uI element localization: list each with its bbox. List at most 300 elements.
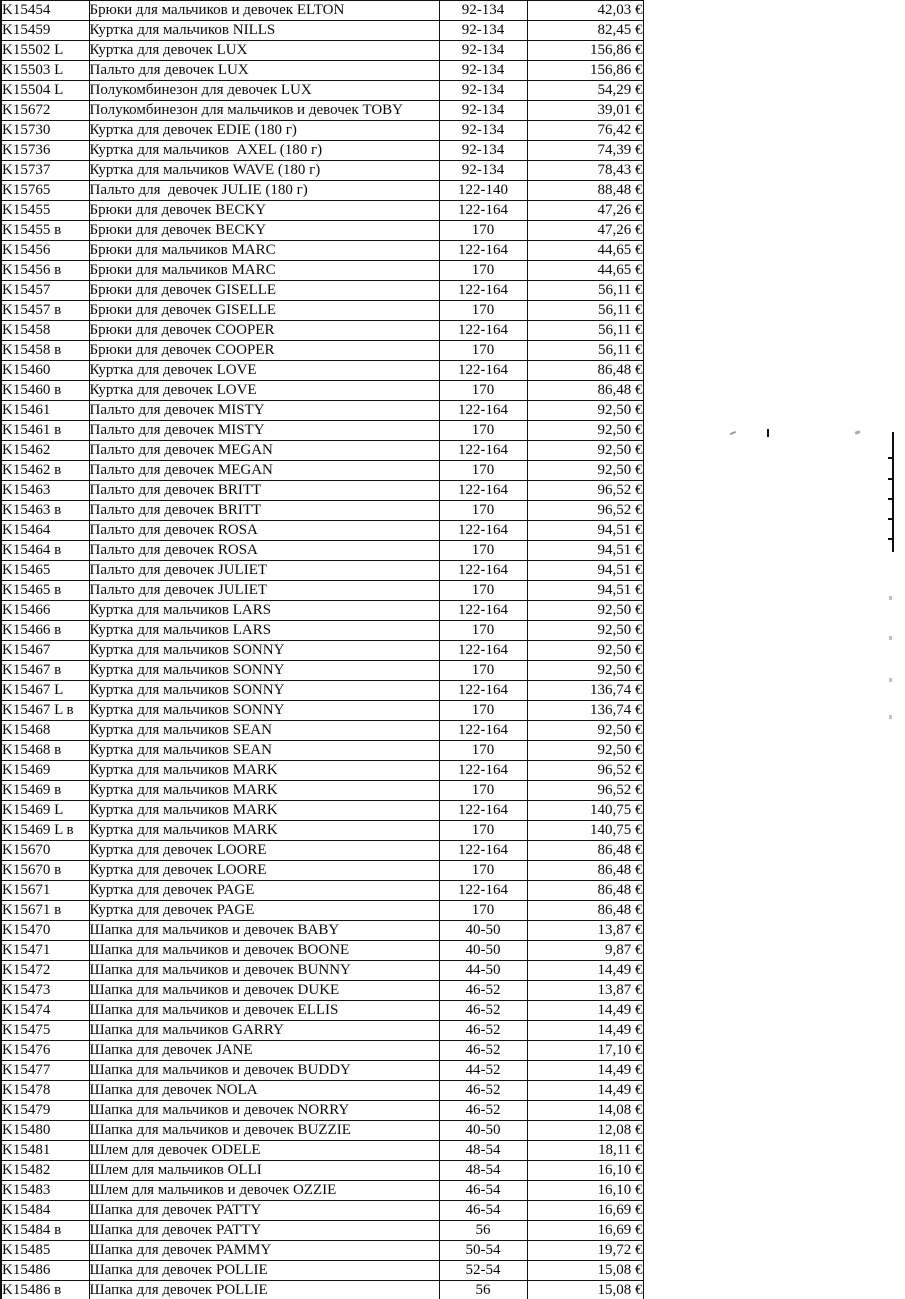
table-row xyxy=(1,381,643,401)
table-cell-size: 170 xyxy=(439,661,527,681)
table-cell-price: 136,74 € xyxy=(527,681,643,701)
table-cell-description: Куртка для мальчиков SONNY xyxy=(89,641,439,661)
scan-edge-tick xyxy=(888,457,893,459)
table-cell-price: 44,65 € xyxy=(527,241,643,261)
table-cell-price: 96,52 € xyxy=(527,761,643,781)
table-cell-size: 92-134 xyxy=(439,1,527,21)
table-row xyxy=(1,1241,643,1261)
scan-faint-dash xyxy=(889,678,892,682)
table-cell-description: Куртка для девочек PAGE xyxy=(89,901,439,921)
table-cell-size: 122-140 xyxy=(439,181,527,201)
table-cell-code: K15460 в xyxy=(1,381,89,401)
table-cell-code: K15460 xyxy=(1,361,89,381)
table-row xyxy=(1,921,643,941)
table-cell-description: Куртка для мальчиков NILLS xyxy=(89,21,439,41)
table-cell-description: Шапка для девочек NOLA xyxy=(89,1081,439,1101)
table-row xyxy=(1,581,643,601)
table-cell-price: 86,48 € xyxy=(527,381,643,401)
table-cell-code: K15458 в xyxy=(1,341,89,361)
scan-edge-tick xyxy=(888,518,893,520)
table-cell-size: 122-164 xyxy=(439,641,527,661)
table-cell-code: K15469 в xyxy=(1,781,89,801)
table-row xyxy=(1,661,643,681)
table-cell-price: 94,51 € xyxy=(527,581,643,601)
scan-faint-dash xyxy=(889,715,892,719)
scan-table-edge-line xyxy=(892,432,894,552)
table-row xyxy=(1,761,643,781)
table-row xyxy=(1,281,643,301)
table-cell-description: Куртка для мальчиков MARK xyxy=(89,801,439,821)
table-cell-code: K15482 xyxy=(1,1161,89,1181)
table-row xyxy=(1,701,643,721)
table-cell-code: K15737 xyxy=(1,161,89,181)
table-row xyxy=(1,321,643,341)
table-cell-description: Шапка для мальчиков и девочек ELLIS xyxy=(89,1001,439,1021)
table-cell-price: 92,50 € xyxy=(527,441,643,461)
table-cell-price: 56,11 € xyxy=(527,281,643,301)
scan-edge-tick xyxy=(888,498,893,500)
table-cell-description: Полукомбинезон для девочек LUX xyxy=(89,81,439,101)
table-cell-price: 15,08 € xyxy=(527,1281,643,1299)
table-cell-code: K15464 в xyxy=(1,541,89,561)
table-row xyxy=(1,841,643,861)
table-cell-description: Куртка для мальчиков MARK xyxy=(89,821,439,841)
table-cell-price: 92,50 € xyxy=(527,461,643,481)
table-cell-price: 156,86 € xyxy=(527,41,643,61)
table-cell-size: 122-164 xyxy=(439,561,527,581)
table-cell-description: Шапка для мальчиков и девочек BUDDY xyxy=(89,1061,439,1081)
table-cell-price: 16,69 € xyxy=(527,1201,643,1221)
table-cell-size: 122-164 xyxy=(439,441,527,461)
table-row xyxy=(1,861,643,881)
table-cell-code: K15457 в xyxy=(1,301,89,321)
table-cell-price: 74,39 € xyxy=(527,141,643,161)
table-row xyxy=(1,561,643,581)
table-cell-code: K15479 xyxy=(1,1101,89,1121)
table-row xyxy=(1,141,643,161)
table-row xyxy=(1,421,643,441)
table-row xyxy=(1,1101,643,1121)
table-cell-code: K15472 xyxy=(1,961,89,981)
table-cell-code: K15468 в xyxy=(1,741,89,761)
table-cell-code: K15486 в xyxy=(1,1281,89,1299)
table-cell-size: 40-50 xyxy=(439,941,527,961)
scan-faint-dash xyxy=(889,596,892,600)
table-cell-description: Пальто для девочек MISTY xyxy=(89,421,439,441)
table-cell-size: 170 xyxy=(439,461,527,481)
table-cell-description: Брюки для девочек COOPER xyxy=(89,321,439,341)
table-row xyxy=(1,301,643,321)
table-cell-price: 96,52 € xyxy=(527,501,643,521)
table-cell-description: Шапка для мальчиков и девочек BUNNY xyxy=(89,961,439,981)
scan-edge-tick xyxy=(888,538,893,540)
table-cell-price: 17,10 € xyxy=(527,1041,643,1061)
table-cell-description: Брюки для девочек GISELLE xyxy=(89,301,439,321)
table-cell-price: 56,11 € xyxy=(527,321,643,341)
table-cell-size: 122-164 xyxy=(439,201,527,221)
table-cell-size: 56 xyxy=(439,1221,527,1241)
table-cell-description: Шапка для мальчиков и девочек BUZZIE xyxy=(89,1121,439,1141)
table-cell-price: 94,51 € xyxy=(527,541,643,561)
table-cell-code: K15469 xyxy=(1,761,89,781)
table-cell-description: Пальто для девочек JULIET xyxy=(89,581,439,601)
table-cell-description: Куртка для девочек PAGE xyxy=(89,881,439,901)
table-cell-size: 92-134 xyxy=(439,41,527,61)
table-cell-description: Шлем для девочек ODELE xyxy=(89,1141,439,1161)
table-cell-size: 40-50 xyxy=(439,921,527,941)
table-cell-size: 170 xyxy=(439,341,527,361)
table-cell-description: Брюки для мальчиков и девочек ELTON xyxy=(89,1,439,21)
table-cell-description: Брюки для девочек COOPER xyxy=(89,341,439,361)
table-cell-size: 170 xyxy=(439,221,527,241)
table-cell-price: 54,29 € xyxy=(527,81,643,101)
table-row xyxy=(1,821,643,841)
table-row xyxy=(1,541,643,561)
table-cell-code: K15736 xyxy=(1,141,89,161)
table-cell-code: K15469 L в xyxy=(1,821,89,841)
table-cell-size: 170 xyxy=(439,901,527,921)
table-row xyxy=(1,341,643,361)
table-cell-price: 136,74 € xyxy=(527,701,643,721)
table-cell-code: K15467 L в xyxy=(1,701,89,721)
table-cell-code: K15670 в xyxy=(1,861,89,881)
table-cell-size: 170 xyxy=(439,301,527,321)
table-cell-code: K15455 в xyxy=(1,221,89,241)
table-cell-code: K15503 L xyxy=(1,61,89,81)
table-row xyxy=(1,181,643,201)
table-cell-price: 96,52 € xyxy=(527,781,643,801)
table-cell-price: 13,87 € xyxy=(527,981,643,1001)
table-cell-code: K15455 xyxy=(1,201,89,221)
table-cell-code: K15461 xyxy=(1,401,89,421)
table-cell-code: K15462 в xyxy=(1,461,89,481)
table-cell-code: K15730 xyxy=(1,121,89,141)
table-cell-description: Шапка для мальчиков GARRY xyxy=(89,1021,439,1041)
table-row xyxy=(1,1021,643,1041)
table-cell-code: K15456 xyxy=(1,241,89,261)
table-cell-code: K15504 L xyxy=(1,81,89,101)
table-cell-price: 86,48 € xyxy=(527,841,643,861)
table-cell-size: 122-164 xyxy=(439,521,527,541)
table-row xyxy=(1,1001,643,1021)
table-cell-price: 18,11 € xyxy=(527,1141,643,1161)
table-cell-size: 170 xyxy=(439,701,527,721)
table-row xyxy=(1,61,643,81)
table-cell-price: 14,49 € xyxy=(527,1021,643,1041)
table-cell-description: Куртка для мальчиков SONNY xyxy=(89,701,439,721)
table-cell-size: 122-164 xyxy=(439,721,527,741)
table-cell-price: 92,50 € xyxy=(527,601,643,621)
table-cell-code: K15466 в xyxy=(1,621,89,641)
table-cell-code: K15473 xyxy=(1,981,89,1001)
table-cell-code: K15466 xyxy=(1,601,89,621)
table-cell-price: 47,26 € xyxy=(527,201,643,221)
table-cell-price: 92,50 € xyxy=(527,661,643,681)
table-cell-description: Шапка для девочек JANE xyxy=(89,1041,439,1061)
table-cell-size: 170 xyxy=(439,541,527,561)
table-cell-description: Брюки для девочек BECKY xyxy=(89,201,439,221)
table-cell-code: K15467 L xyxy=(1,681,89,701)
table-row xyxy=(1,221,643,241)
table-row xyxy=(1,1141,643,1161)
table-cell-description: Пальто для девочек ROSA xyxy=(89,521,439,541)
table-cell-size: 46-52 xyxy=(439,1021,527,1041)
table-cell-size: 46-52 xyxy=(439,1081,527,1101)
table-row xyxy=(1,501,643,521)
table-cell-size: 122-164 xyxy=(439,241,527,261)
table-cell-code: K15480 xyxy=(1,1121,89,1141)
table-row xyxy=(1,101,643,121)
table-cell-description: Брюки для девочек BECKY xyxy=(89,221,439,241)
table-row xyxy=(1,681,643,701)
table-row xyxy=(1,1,643,21)
table-row xyxy=(1,461,643,481)
table-cell-size: 92-134 xyxy=(439,141,527,161)
table-row xyxy=(1,641,643,661)
table-cell-size: 170 xyxy=(439,381,527,401)
table-row xyxy=(1,1201,643,1221)
table-cell-size: 122-164 xyxy=(439,601,527,621)
table-row xyxy=(1,741,643,761)
table-cell-size: 48-54 xyxy=(439,1161,527,1181)
table-cell-code: K15469 L xyxy=(1,801,89,821)
table-cell-description: Шапка для мальчиков и девочек BABY xyxy=(89,921,439,941)
scan-smudge-mark xyxy=(730,431,736,435)
table-cell-description: Куртка для мальчиков MARK xyxy=(89,761,439,781)
table-row xyxy=(1,21,643,41)
table-cell-description: Куртка для девочек LOVE xyxy=(89,361,439,381)
table-cell-size: 44-52 xyxy=(439,1061,527,1081)
table-cell-size: 170 xyxy=(439,581,527,601)
table-cell-code: K15468 xyxy=(1,721,89,741)
table-cell-size: 122-164 xyxy=(439,321,527,341)
table-cell-description: Шапка для мальчиков и девочек NORRY xyxy=(89,1101,439,1121)
table-cell-code: K15483 xyxy=(1,1181,89,1201)
table-cell-code: K15484 xyxy=(1,1201,89,1221)
table-cell-description: Куртка для девочек LOVE xyxy=(89,381,439,401)
table-cell-description: Шапка для девочек POLLIE xyxy=(89,1261,439,1281)
table-cell-description: Куртка для мальчиков LARS xyxy=(89,601,439,621)
table-cell-price: 16,69 € xyxy=(527,1221,643,1241)
price-table-body xyxy=(1,1,643,1299)
table-cell-description: Пальто для девочек BRITT xyxy=(89,501,439,521)
table-cell-description: Шапка для девочек PAMMY xyxy=(89,1241,439,1261)
table-cell-size: 46-54 xyxy=(439,1201,527,1221)
table-cell-code: K15478 xyxy=(1,1081,89,1101)
table-cell-price: 14,49 € xyxy=(527,1081,643,1101)
table-row xyxy=(1,441,643,461)
table-cell-code: K15502 L xyxy=(1,41,89,61)
table-cell-description: Пальто для девочек JULIE (180 г) xyxy=(89,181,439,201)
table-cell-size: 170 xyxy=(439,621,527,641)
table-cell-price: 14,49 € xyxy=(527,1001,643,1021)
table-cell-description: Пальто для девочек ROSA xyxy=(89,541,439,561)
table-cell-price: 39,01 € xyxy=(527,101,643,121)
table-cell-price: 19,72 € xyxy=(527,1241,643,1261)
table-cell-description: Куртка для мальчиков LARS xyxy=(89,621,439,641)
table-row xyxy=(1,801,643,821)
table-row xyxy=(1,1261,643,1281)
table-cell-code: K15467 xyxy=(1,641,89,661)
table-cell-code: K15485 xyxy=(1,1241,89,1261)
table-cell-code: K15465 в xyxy=(1,581,89,601)
table-cell-price: 16,10 € xyxy=(527,1181,643,1201)
table-row xyxy=(1,1181,643,1201)
table-cell-price: 86,48 € xyxy=(527,361,643,381)
table-cell-code: K15475 xyxy=(1,1021,89,1041)
table-cell-description: Брюки для мальчиков MARC xyxy=(89,241,439,261)
table-cell-size: 44-50 xyxy=(439,961,527,981)
table-cell-code: K15671 xyxy=(1,881,89,901)
table-cell-price: 92,50 € xyxy=(527,401,643,421)
table-cell-price: 92,50 € xyxy=(527,621,643,641)
table-cell-size: 122-164 xyxy=(439,481,527,501)
table-cell-price: 94,51 € xyxy=(527,521,643,541)
table-cell-code: K15462 xyxy=(1,441,89,461)
table-cell-price: 96,52 € xyxy=(527,481,643,501)
table-cell-price: 92,50 € xyxy=(527,421,643,441)
table-cell-size: 46-52 xyxy=(439,1001,527,1021)
table-cell-code: K15457 xyxy=(1,281,89,301)
table-row xyxy=(1,1061,643,1081)
table-cell-price: 44,65 € xyxy=(527,261,643,281)
table-cell-description: Пальто для девочек JULIET xyxy=(89,561,439,581)
table-cell-description: Брюки для девочек GISELLE xyxy=(89,281,439,301)
table-row xyxy=(1,901,643,921)
table-cell-description: Куртка для мальчиков SONNY xyxy=(89,681,439,701)
table-row xyxy=(1,1041,643,1061)
table-cell-description: Куртка для девочек EDIE (180 г) xyxy=(89,121,439,141)
table-cell-size: 122-164 xyxy=(439,281,527,301)
table-cell-price: 156,86 € xyxy=(527,61,643,81)
table-cell-price: 86,48 € xyxy=(527,861,643,881)
table-row xyxy=(1,201,643,221)
table-row xyxy=(1,41,643,61)
table-cell-price: 88,48 € xyxy=(527,181,643,201)
table-cell-price: 14,49 € xyxy=(527,1061,643,1081)
table-cell-price: 92,50 € xyxy=(527,721,643,741)
table-cell-description: Пальто для девочек BRITT xyxy=(89,481,439,501)
table-cell-code: K15459 xyxy=(1,21,89,41)
table-cell-price: 92,50 € xyxy=(527,741,643,761)
table-cell-size: 46-52 xyxy=(439,981,527,1001)
table-row xyxy=(1,941,643,961)
table-row xyxy=(1,781,643,801)
table-cell-size: 170 xyxy=(439,501,527,521)
table-cell-size: 122-164 xyxy=(439,761,527,781)
table-cell-description: Шлем для мальчиков и девочек OZZIE xyxy=(89,1181,439,1201)
table-cell-price: 16,10 € xyxy=(527,1161,643,1181)
table-cell-price: 86,48 € xyxy=(527,881,643,901)
table-cell-price: 9,87 € xyxy=(527,941,643,961)
table-cell-size: 92-134 xyxy=(439,161,527,181)
table-cell-price: 94,51 € xyxy=(527,561,643,581)
table-cell-description: Куртка для мальчиков SEAN xyxy=(89,721,439,741)
table-cell-size: 40-50 xyxy=(439,1121,527,1141)
table-cell-description: Полукомбинезон для мальчиков и девочек TOBY xyxy=(89,101,439,121)
table-cell-description: Шапка для девочек POLLIE xyxy=(89,1281,439,1299)
table-cell-size: 122-164 xyxy=(439,401,527,421)
table-cell-size: 122-164 xyxy=(439,361,527,381)
table-cell-description: Куртка для мальчиков MARK xyxy=(89,781,439,801)
table-row xyxy=(1,1221,643,1241)
table-cell-price: 14,08 € xyxy=(527,1101,643,1121)
table-cell-code: K15463 xyxy=(1,481,89,501)
table-cell-size: 52-54 xyxy=(439,1261,527,1281)
table-cell-size: 92-134 xyxy=(439,21,527,41)
table-cell-description: Куртка для девочек LOORE xyxy=(89,841,439,861)
table-cell-description: Куртка для мальчиков SONNY xyxy=(89,661,439,681)
table-row xyxy=(1,961,643,981)
table-cell-code: K15454 xyxy=(1,1,89,21)
table-cell-code: K15672 xyxy=(1,101,89,121)
table-cell-code: K15486 xyxy=(1,1261,89,1281)
table-cell-size: 46-52 xyxy=(439,1101,527,1121)
table-cell-description: Шапка для девочек PATTY xyxy=(89,1221,439,1241)
table-row xyxy=(1,261,643,281)
table-cell-size: 170 xyxy=(439,261,527,281)
table-cell-code: K15461 в xyxy=(1,421,89,441)
table-cell-size: 170 xyxy=(439,421,527,441)
table-cell-code: K15765 xyxy=(1,181,89,201)
table-cell-description: Куртка для девочек LUX xyxy=(89,41,439,61)
table-cell-size: 122-164 xyxy=(439,841,527,861)
table-row xyxy=(1,881,643,901)
table-cell-description: Пальто для девочек MISTY xyxy=(89,401,439,421)
table-cell-description: Шапка для мальчиков и девочек DUKE xyxy=(89,981,439,1001)
table-cell-description: Куртка для мальчиков SEAN xyxy=(89,741,439,761)
table-cell-code: K15456 в xyxy=(1,261,89,281)
table-cell-code: K15467 в xyxy=(1,661,89,681)
table-cell-description: Шапка для девочек PATTY xyxy=(89,1201,439,1221)
table-cell-code: K15471 xyxy=(1,941,89,961)
table-row xyxy=(1,121,643,141)
table-cell-price: 76,42 € xyxy=(527,121,643,141)
table-row xyxy=(1,361,643,381)
table-row xyxy=(1,621,643,641)
table-row xyxy=(1,521,643,541)
table-cell-price: 13,87 € xyxy=(527,921,643,941)
table-row xyxy=(1,481,643,501)
table-row xyxy=(1,1281,643,1299)
table-row xyxy=(1,1161,643,1181)
table-cell-code: K15484 в xyxy=(1,1221,89,1241)
table-row xyxy=(1,721,643,741)
table-cell-price: 82,45 € xyxy=(527,21,643,41)
table-cell-code: K15476 xyxy=(1,1041,89,1061)
table-cell-price: 86,48 € xyxy=(527,901,643,921)
table-cell-size: 122-164 xyxy=(439,681,527,701)
table-cell-price: 15,08 € xyxy=(527,1261,643,1281)
table-row xyxy=(1,981,643,1001)
table-cell-description: Шапка для мальчиков и девочек BOONE xyxy=(89,941,439,961)
scan-smudge-mark xyxy=(855,430,861,435)
table-row xyxy=(1,401,643,421)
scan-faint-dash xyxy=(889,636,892,640)
table-cell-code: K15470 xyxy=(1,921,89,941)
table-row xyxy=(1,161,643,181)
table-cell-code: K15465 xyxy=(1,561,89,581)
table-cell-price: 78,43 € xyxy=(527,161,643,181)
table-cell-price: 14,49 € xyxy=(527,961,643,981)
table-row xyxy=(1,81,643,101)
table-cell-price: 47,26 € xyxy=(527,221,643,241)
table-cell-code: K15464 xyxy=(1,521,89,541)
table-row xyxy=(1,601,643,621)
table-cell-size: 92-134 xyxy=(439,81,527,101)
table-cell-price: 12,08 € xyxy=(527,1121,643,1141)
table-cell-size: 48-54 xyxy=(439,1141,527,1161)
